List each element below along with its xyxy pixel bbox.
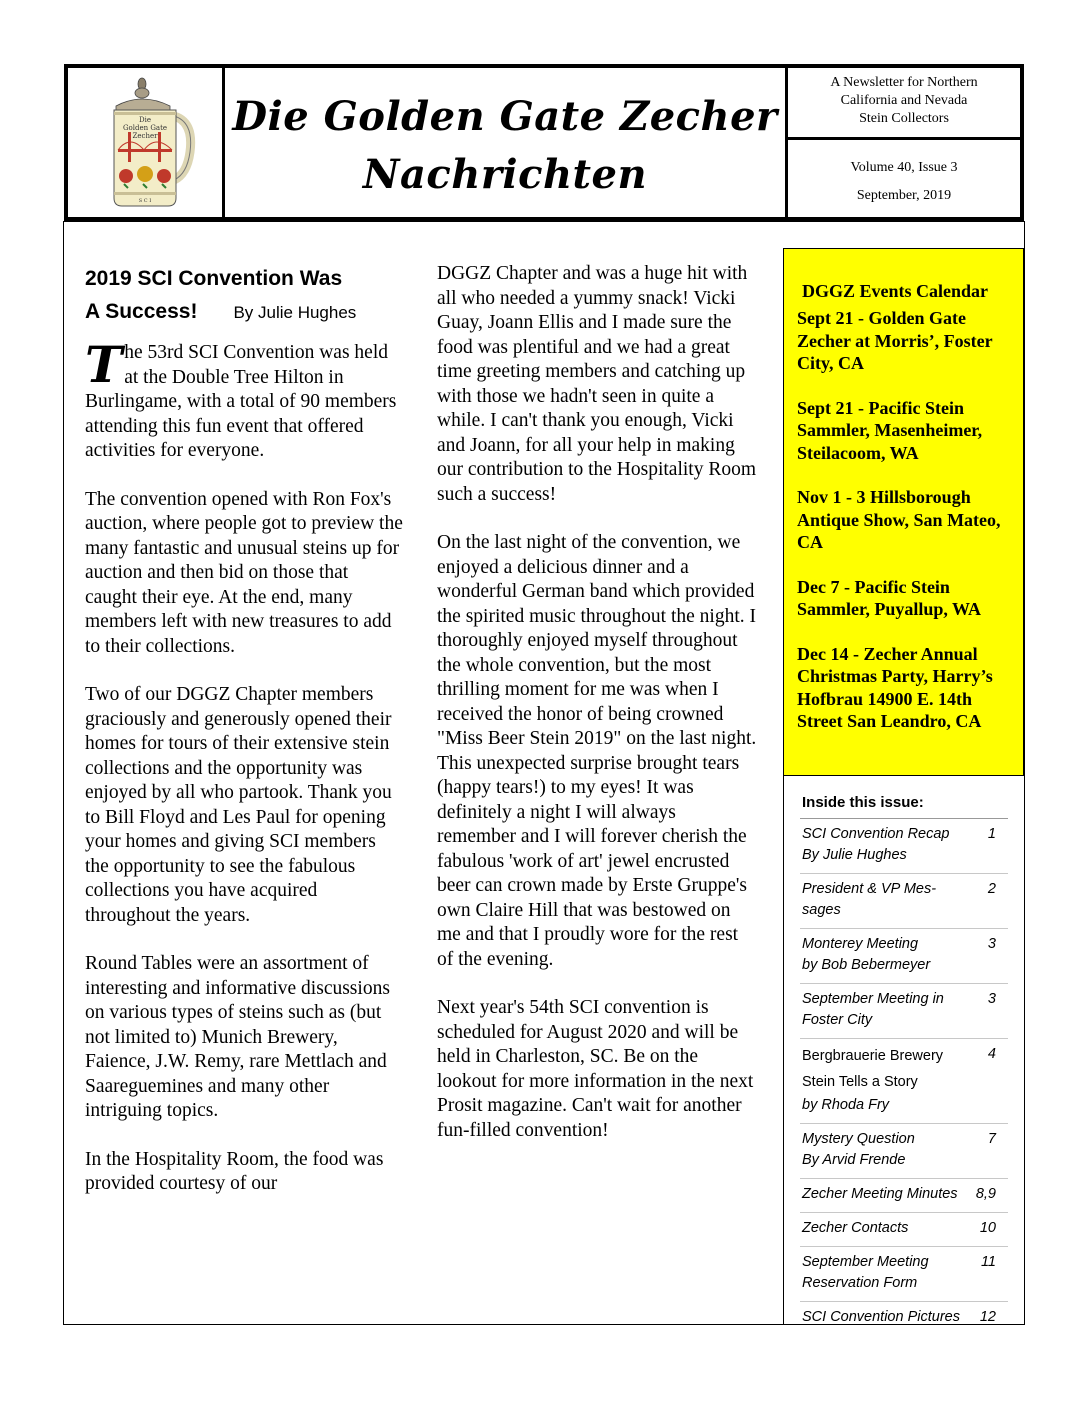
- calendar-event: Nov 1 - 3 Hillsborough Antique Show, San Mateo, CA: [797, 487, 1001, 552]
- paragraph: The convention opened with Ron Fox's auction, where people got to preview the many fantastic and unusual steins up for auction and then bid on those that caught their eye. At the end, many members left with new treasures to add to their collections.: [85, 488, 403, 657]
- toc-page: 3: [987, 936, 996, 952]
- masthead: [64, 64, 1024, 221]
- headline-line-1: 2019 SCI Convention Was: [85, 267, 343, 290]
- events-calendar: [783, 248, 1024, 776]
- paragraph: DGGZ Chapter and was a huge hit with all who needed a yummy snack! Vicki Guay, Joann Ellis and I made sure the food was plentiful and we had a great time greeting members and catching up with those we hadn't seen in quite a while. I can't thank you enough, Vicki and Joann, for all your help in making our contribution to the Hospitality Room such a success!: [437, 263, 757, 505]
- article-headline: [85, 262, 403, 329]
- toc-subtitle: By Julie Hughes: [802, 847, 907, 863]
- logo-text-golden-gate: Golden Gate: [122, 123, 168, 132]
- toc-item[interactable]: [800, 929, 1008, 984]
- toc-item[interactable]: [800, 1039, 1008, 1124]
- toc-item[interactable]: [800, 984, 1008, 1039]
- drop-cap: T: [85, 335, 123, 394]
- toc-page: 12: [979, 1309, 996, 1325]
- toc-subtitle: Reservation Form: [802, 1275, 918, 1291]
- paragraph: Next year's 54th SCI convention is scheduled for August 2020 and will be held in Charleston, SC. Be on the lookout for more information in the next Prosit magazine. Can't wait for another fun-filled convention!: [437, 997, 754, 1141]
- headline-line-2-text: A Success!: [85, 300, 198, 323]
- paragraph: Round Tables were an assortment of interesting and informative discussions on various types of steins such as (but not limited to) Munich Brewery, Faience, J.W. Remy, rare Mettlach and Saareguemines and many other intriguing topics.: [85, 953, 390, 1121]
- toc-page: 4: [987, 1046, 996, 1062]
- toc-title: Zecher Meeting Minutes: [802, 1186, 958, 1202]
- toc-title: Bergbrauerie Brewery: [802, 1048, 944, 1064]
- toc-title: Zecher Contacts: [802, 1220, 909, 1236]
- tagline-line-3: Stein Collectors: [859, 111, 949, 126]
- newsletter-title: [225, 68, 788, 217]
- toc-item[interactable]: [800, 874, 1008, 929]
- title-line-2: Nachrichten: [362, 151, 648, 198]
- calendar-event: Sept 21 - Golden Gate Zecher at Morris’, Foster City, CA: [797, 308, 993, 373]
- logo-text-die: Die: [139, 115, 151, 124]
- toc-title: Monterey Meeting: [802, 936, 919, 952]
- toc-subtitle: by Rhoda Fry: [802, 1097, 890, 1113]
- toc-item[interactable]: [800, 1124, 1008, 1179]
- toc-item[interactable]: [800, 819, 1008, 874]
- toc-item[interactable]: [800, 1302, 1008, 1335]
- toc-page: 7: [987, 1131, 996, 1147]
- calendar-title: DGGZ Events Calendar: [802, 281, 989, 301]
- toc-item[interactable]: [800, 1247, 1008, 1302]
- toc-title: September Meeting: [802, 1254, 929, 1270]
- logo-text-zecher: Zecher: [132, 131, 158, 140]
- paragraph-text: he 53rd SCI Convention was held at the Double Tree Hilton in Burlingame, with a total of 90 members attending this fun event that offered activities for everyone.: [85, 342, 397, 461]
- toc-title: Mystery Question: [802, 1131, 915, 1147]
- contents-title: Inside this issue:: [802, 794, 924, 811]
- toc-title: September Meeting in: [802, 991, 944, 1007]
- calendar-event: Dec 14 - Zecher Annual Christmas Party, Harry’s Hofbrau 14900 E. 14th Street San Leandro, CA: [797, 643, 993, 731]
- toc-subtitle: By Arvid Frende: [802, 1152, 906, 1168]
- paragraph: In the Hospitality Room, the food was provided courtesy of our: [85, 1148, 384, 1194]
- title-line-1: Die Golden Gate Zecher: [232, 93, 778, 140]
- toc-page: 8,9: [975, 1186, 996, 1202]
- issue-info-box: [788, 140, 1020, 217]
- article-byline: By Julie Hughes: [233, 303, 357, 322]
- toc-subtitle: by Bob Bebermeyer: [802, 957, 931, 973]
- toc-page: 2: [987, 881, 996, 897]
- toc-subtitle: Foster City: [802, 1012, 873, 1028]
- toc-page: 3: [987, 991, 996, 1007]
- tagline-line-2: California and Nevada: [840, 93, 968, 108]
- logo-panel: [68, 68, 225, 217]
- volume-issue: Volume 40, Issue 3: [850, 160, 958, 175]
- toc-page: 11: [980, 1254, 996, 1270]
- toc-title-cont: Stein Tells a Story: [802, 1074, 918, 1090]
- stein-logo-icon: [90, 74, 200, 212]
- paragraph: Two of our DGGZ Chapter members graciously and generously opened their homes for tours of their extensive stein collections and the opportunity was enjoyed by all who partook. Thank you to Bill Floyd and Les Paul for opening your homes and giving SCI members the opportunity to see the fabulous collections you have acquired throughout the years.: [85, 684, 392, 926]
- table-of-contents: [783, 776, 1024, 1324]
- logo-text-sci: S C I: [138, 197, 152, 204]
- toc-subtitle: sages: [802, 902, 841, 918]
- calendar-event: Dec 7 - Pacific Stein Sammler, Puyallup, WA: [797, 576, 982, 619]
- toc-page: 10: [979, 1220, 996, 1236]
- toc-item[interactable]: [800, 1179, 1008, 1213]
- article-column-1: [85, 262, 403, 1221]
- toc-item[interactable]: [800, 1213, 1008, 1247]
- paragraph: On the last night of the convention, we enjoyed a delicious dinner and a wonderful German band which provided the spirited music throughout the night. I thoroughly enjoyed myself throughout the whole convention, but the most thrilling moment for me was when I received the honor of being crowned "Miss Beer Stein 2019" on the last night. This unexpected surprise brought tears (happy tears!) to my eyes! It was definitely a night I will always remember and I will forever cherish the fabulous 'work of art' jewel encrusted beer can crown made by Erste Gruppe's own Claire Hill that was bestowed on me and that I proudly wore for the rest of the evening.: [437, 532, 757, 970]
- toc-title: SCI Convention Pictures: [802, 1309, 960, 1325]
- issue-date: September, 2019: [856, 188, 952, 203]
- calendar-event: Sept 21 - Pacific Stein Sammler, Masenheimer, Steilacoom, WA: [797, 397, 983, 463]
- toc-page: 1: [987, 826, 996, 842]
- article-column-2: [437, 262, 759, 1167]
- toc-title: SCI Convention Recap: [802, 826, 950, 842]
- tagline-line-1: A Newsletter for Northern: [830, 75, 978, 90]
- tagline-box: [788, 68, 1020, 140]
- headline-line-2: [85, 295, 403, 329]
- paragraph: [85, 335, 403, 464]
- toc-title: President & VP Mes-: [802, 881, 937, 897]
